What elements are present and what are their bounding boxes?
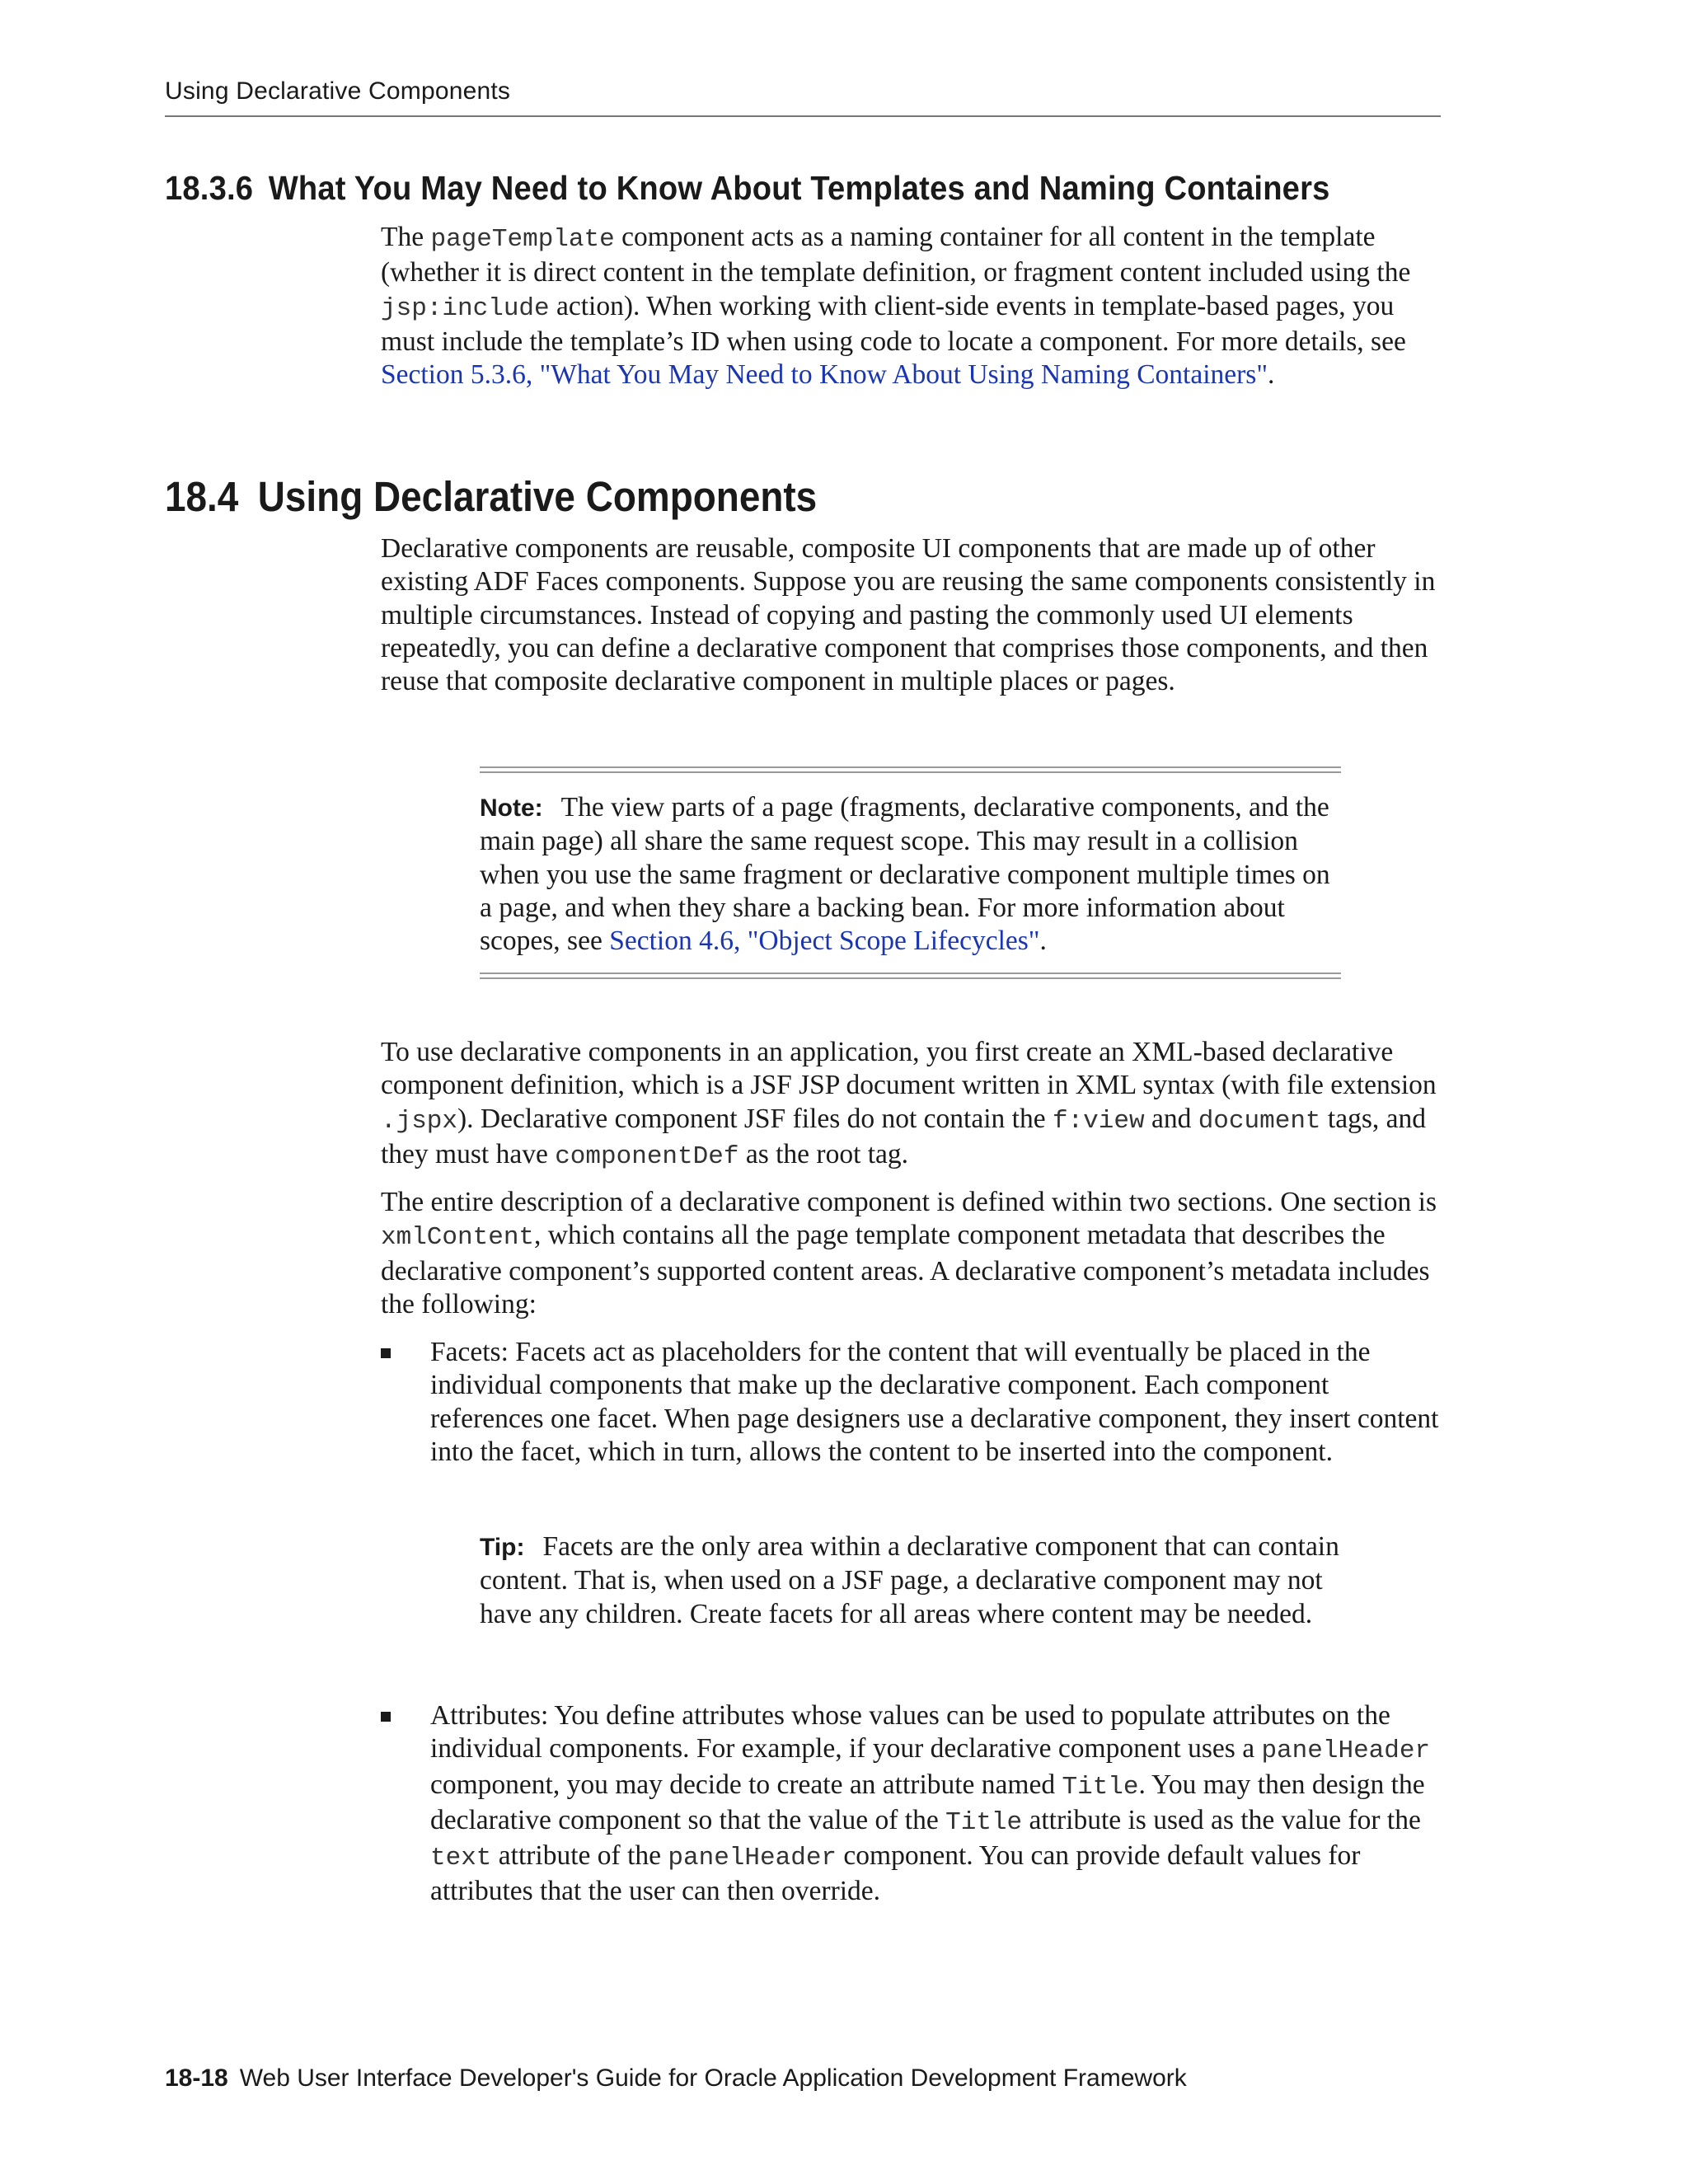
link-section-5-3-6[interactable]: Section 5.3.6, "What You May Need to Know About Using Naming Containers" bbox=[381, 359, 1268, 391]
code-term: componentDef bbox=[555, 1141, 739, 1171]
tip-label: Tip: bbox=[480, 1534, 525, 1561]
section-title: What You May Need to Know About Templates and Naming Containers bbox=[268, 169, 1330, 207]
code-term: pageTemplate bbox=[430, 225, 615, 254]
code-term: text bbox=[430, 1844, 492, 1873]
paragraph-intro: Declarative components are reusable, composite UI components that are made up of other existing ADF Faces components. Suppose you are reusing the same components consistently in multiple circumstances. Instead of copying and pasting the commonly used UI elements repeatedly, you can define a declarative component that comprises those components, and then reuse that composite declarative component in multiple places or pages. bbox=[381, 533, 1436, 697]
note-label: Note: bbox=[480, 794, 543, 822]
code-term: document bbox=[1198, 1106, 1321, 1136]
bullet-square-icon bbox=[381, 1348, 391, 1358]
page-footer bbox=[165, 2064, 1187, 2093]
bullet-square-icon bbox=[381, 1712, 391, 1722]
code-term: .jspx bbox=[381, 1106, 458, 1136]
code-term: Title bbox=[1062, 1772, 1139, 1802]
paragraph-description-sections: The entire description of a declarative component is defined within two sections. One section is xmlContent, which contains all the page template component metadata that describes the declarative component’s supported content areas. A declarative component’s metadata includes the following: bbox=[381, 1187, 1437, 1319]
list-item-facets: Facets: Facets act as placeholders for the content that will eventually be placed in the individual components that make up the declarative component. Each component references one facet. When page designers use a declarative component, they insert content into the facet, which in turn, allows the content to be inserted into the component. bbox=[381, 1336, 1444, 1469]
code-term: xmlContent bbox=[381, 1223, 535, 1253]
header-divider bbox=[165, 115, 1441, 117]
code-term: panelHeader bbox=[668, 1844, 837, 1873]
link-section-4-6[interactable]: Section 4.6, "Object Scope Lifecycles" bbox=[609, 926, 1040, 957]
section-heading-18-3-6 bbox=[165, 169, 1329, 208]
code-term: jsp:include bbox=[381, 293, 550, 323]
code-term: panelHeader bbox=[1261, 1736, 1431, 1766]
book-title: Web User Interface Developer's Guide for Oracle Application Development Framework bbox=[239, 2064, 1187, 2092]
tip-box: Tip: Facets are the only area within a declarative component that can contain content. That is, when used on a JSF page, a declarative component may not have any children. Create facets for all areas where content may be needed. bbox=[480, 1531, 1339, 1629]
section-number: 18.4 bbox=[165, 473, 239, 520]
code-term: Title bbox=[945, 1807, 1023, 1837]
note-box: Note: The view parts of a page (fragments, declarative components, and the main page) all share the same request scope. This may result in a collision when you use the same fragment or declarative component multiple times on a page, and when they share a backing bean. For more information about scopes, see Section 4.6, "Object Scope Lifecycles". bbox=[480, 766, 1341, 979]
note-top-rule bbox=[480, 766, 1341, 773]
code-term: f:view bbox=[1052, 1106, 1145, 1136]
note-bottom-rule bbox=[480, 972, 1341, 979]
list-item-attributes: Attributes: You define attributes whose values can be used to populate attributes on the individual components. For example, if your declarative component uses a panelHeader component, you may decide to create an attribute named Title. You may then design the declarative component so that the value of the Title attribute is used as the value for the text attribute of the panelHeader component. You can provide default values for attributes that the user can then override. bbox=[381, 1699, 1444, 1909]
section-title: Using Declarative Components bbox=[257, 473, 818, 520]
section-heading-18-4 bbox=[165, 472, 817, 521]
running-header: Using Declarative Components bbox=[165, 77, 511, 105]
page-number: 18-18 bbox=[165, 2064, 228, 2092]
section-number: 18.3.6 bbox=[165, 169, 254, 207]
paragraph-xml-definition: To use declarative components in an application, you first create an XML-based declarative component definition, which is a JSF JSP document written in XML syntax (with file extension .jspx). Declarative component JSF files do not contain the f:view and document tags, and they must have componentDef as the root tag. bbox=[381, 1037, 1437, 1171]
paragraph-naming-containers: The pageTemplate component acts as a naming container for all content in the template (whether it is direct content in the template definition, or fragment content included using the jsp:include action). When working with client-side events in template-based pages, you must include the template’s ID when using code to locate a component. For more details, see Section 5.3.6, "What You May Need to Know About Using Naming Containers". bbox=[381, 222, 1411, 391]
